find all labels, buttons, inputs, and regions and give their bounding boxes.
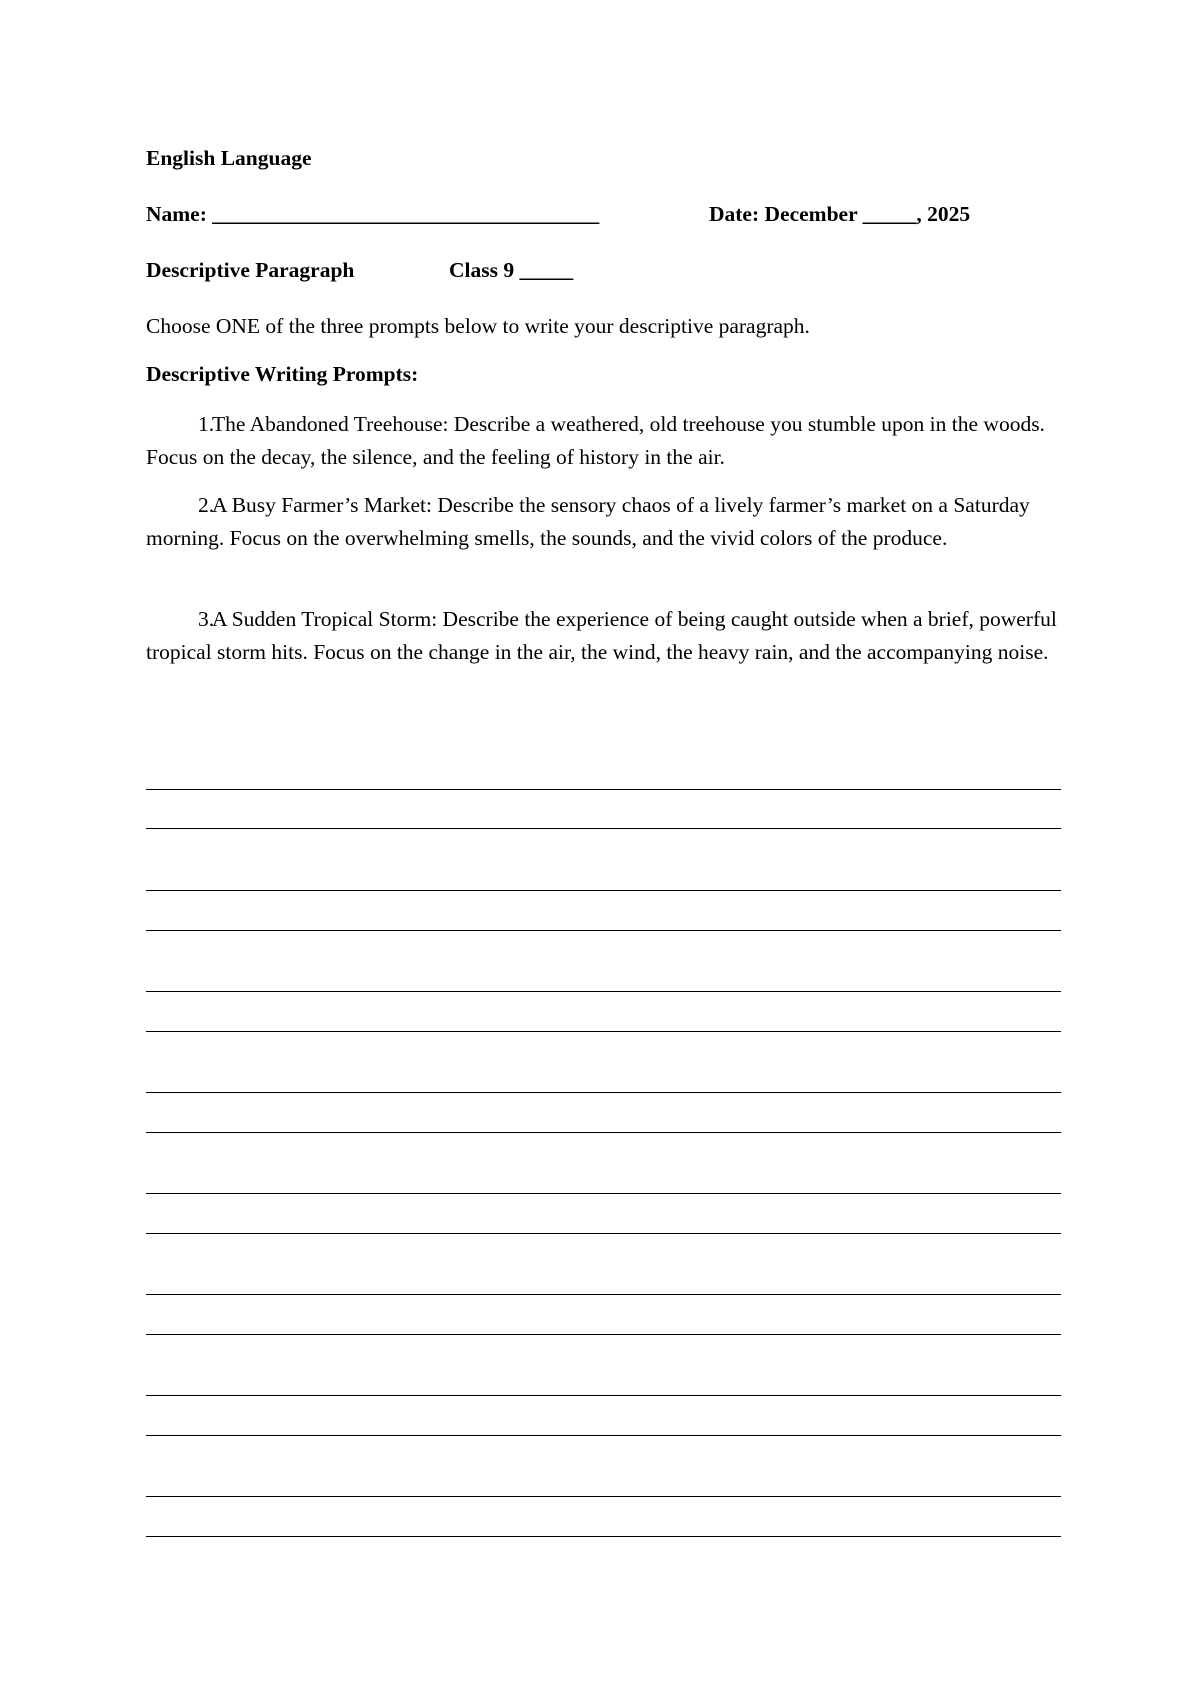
writing-line[interactable] [146,828,1061,829]
prompt-item [146,408,1061,473]
prompt-number: 3. [198,607,215,631]
writing-line[interactable] [146,1435,1061,1436]
writing-line[interactable] [146,1496,1061,1497]
writing-line[interactable] [146,1395,1061,1396]
class-field[interactable]: Class 9 _____ [449,258,574,282]
writing-line[interactable] [146,1031,1061,1032]
prompt-text: The Abandoned Treehouse: Describe a weathered, old treehouse you stumble upon in the woods. Focus on the decay, the silence, and the feeling of history in the air. [146,412,1045,469]
prompts-heading: Descriptive Writing Prompts: [146,362,419,386]
writing-line[interactable] [146,1294,1061,1295]
writing-line[interactable] [146,930,1061,931]
writing-line[interactable] [146,1334,1061,1335]
name-date-row [146,202,1061,227]
prompt-item [146,489,1061,554]
prompt-number: 1. [198,412,215,436]
writing-line[interactable] [146,1092,1061,1093]
prompt-text: A Busy Farmer’s Market: Describe the sensory chaos of a lively farmer’s market on a Saturday morning. Focus on the overwhelming smells, the sounds, and the vivid colors of the produce. [146,493,1030,550]
prompt-item [146,603,1061,668]
instructions-text: Choose ONE of the three prompts below to write your descriptive paragraph. [146,314,810,338]
title-class-row [146,258,574,283]
writing-line[interactable] [146,991,1061,992]
writing-line[interactable] [146,1193,1061,1194]
writing-line[interactable] [146,1132,1061,1133]
writing-line[interactable] [146,890,1061,891]
worksheet-title: Descriptive Paragraph [146,258,355,282]
date-field[interactable]: Date: December _____, 2025 [709,202,971,226]
prompt-text: A Sudden Tropical Storm: Describe the experience of being caught outside when a brief, powerful tropical storm hits. Focus on the change in the air, the wind, the heavy rain, and the accompanying noise. [146,607,1057,664]
prompt-number: 2. [198,493,215,517]
name-field[interactable]: Name: ____________________________________ [146,202,600,226]
writing-line[interactable] [146,1536,1061,1537]
subject-heading: English Language [146,146,312,170]
writing-line[interactable] [146,789,1061,790]
writing-line[interactable] [146,1233,1061,1234]
